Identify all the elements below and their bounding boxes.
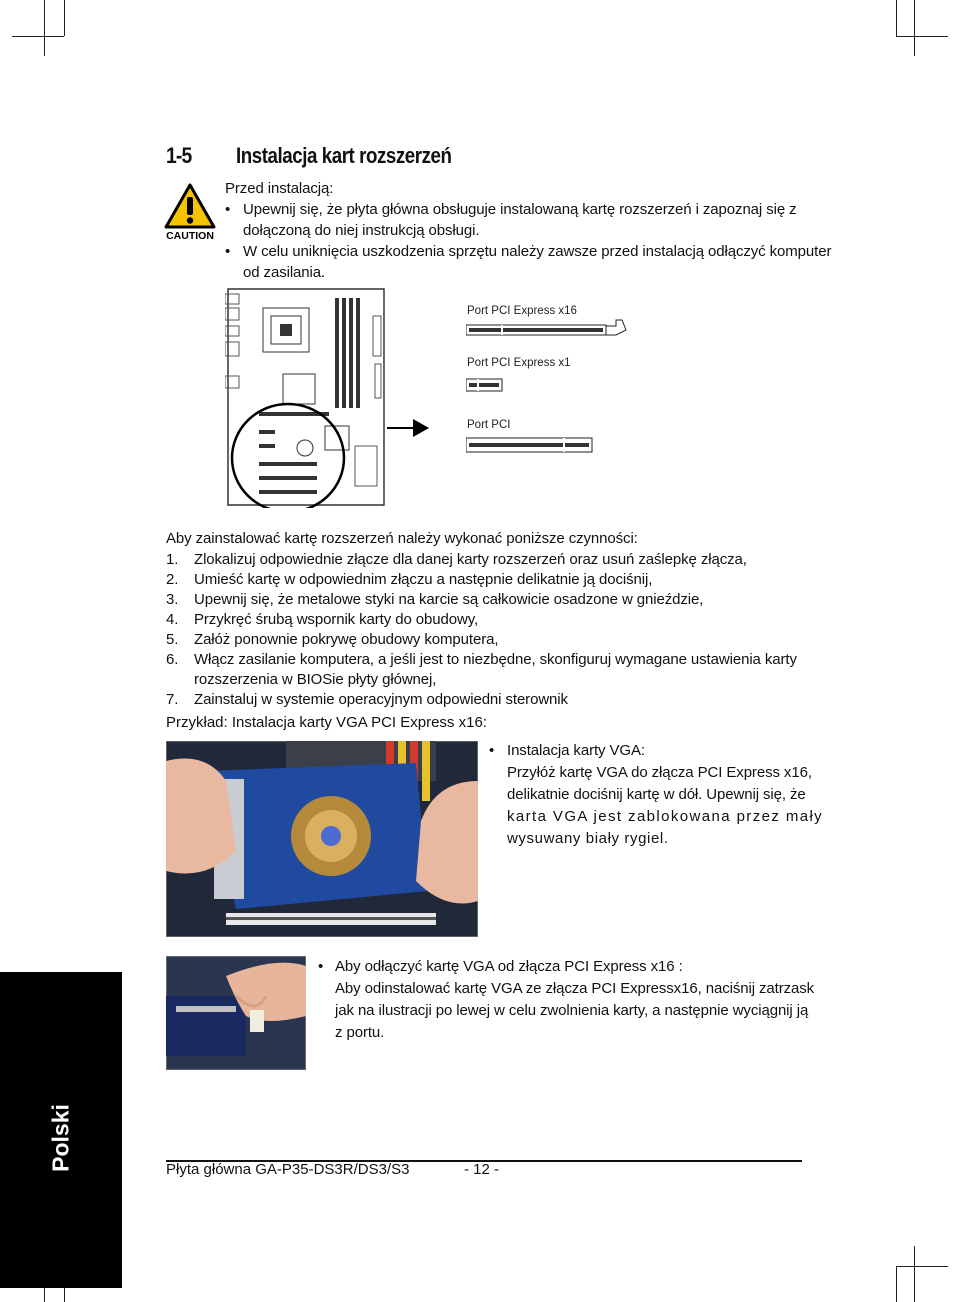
- pcie-x1-slot: [466, 377, 506, 398]
- remove-line: z portu.: [335, 1024, 385, 1041]
- port-label-pci: Port PCI: [467, 419, 511, 431]
- install-line: wysuwany biały rygiel.: [507, 830, 669, 847]
- step-text: Załóż ponownie pokrywę obudowy komputera,: [194, 631, 499, 648]
- motherboard-diagram: [225, 286, 387, 508]
- caution-heading: Przed instalacją:: [225, 180, 334, 197]
- caution-label: CAUTION: [166, 230, 214, 241]
- port-label-pcie-x16: Port PCI Express x16: [467, 305, 577, 317]
- vga-install-photo: [166, 741, 478, 937]
- install-line: karta VGA jest zablokowana przez mały: [507, 808, 824, 825]
- step-number: 6.: [166, 651, 179, 668]
- step-number: 7.: [166, 691, 179, 708]
- remove-line: Aby odinstalować kartę VGA ze złącza PCI Expressx16, naciśnij zatrzask: [335, 980, 815, 997]
- section-title: Instalacja kart rozszerzeń: [236, 143, 452, 168]
- step-number: 2.: [166, 571, 179, 588]
- caution-bullet-line: od zasilania.: [243, 264, 326, 281]
- step-text: Upewnij się, że metalowe styki na karcie są całkowicie osadzone w gnieździe,: [194, 591, 704, 608]
- vga-remove-photo: [166, 956, 306, 1070]
- remove-title: Aby odłączyć kartę VGA od złącza PCI Express x16 :: [335, 958, 683, 975]
- step-number: 5.: [166, 631, 179, 648]
- footer-model: Płyta główna GA-P35-DS3R/DS3/S3: [166, 1161, 410, 1178]
- caution-triangle-icon: [164, 183, 216, 241]
- step-text: rozszerzenia w BIOSie płyty głównej,: [194, 671, 437, 688]
- remove-line: jak na ilustracji po lewej w celu zwolnienia karty, a następnie wyciągnij ją: [335, 1002, 809, 1019]
- caution-bullet-line: W celu uniknięcia uszkodzenia sprzętu należy zawsze przed instalacją odłączyć komputer: [243, 243, 832, 260]
- pci-slot: [466, 436, 594, 459]
- page-number: - 12 -: [464, 1161, 500, 1178]
- example-heading: Przykład: Instalacja karty VGA PCI Express x16:: [166, 714, 487, 731]
- step-number: 4.: [166, 611, 179, 628]
- step-text: Włącz zasilanie komputera, a jeśli jest to niezbędne, skonfiguruj wymagane ustawienia karty: [194, 651, 797, 668]
- pcie-x16-slot: [466, 318, 630, 345]
- install-title: Instalacja karty VGA:: [507, 742, 645, 759]
- install-line: Przyłóż kartę VGA do złącza PCI Express x16,: [507, 764, 812, 781]
- section-number: 1-5: [166, 143, 192, 168]
- arrow-right-icon: [387, 416, 431, 445]
- language-tab-label: Polski: [47, 1104, 74, 1172]
- remove-text: [335, 978, 814, 1044]
- step-text: Zlokalizuj odpowiednie złącze dla danej karty rozszerzeń oraz usuń zaślepkę złącza,: [194, 551, 747, 568]
- step-text: Zainstaluj w systemie operacyjnym odpowiedni sterownik: [194, 691, 568, 708]
- port-label-pcie-x1: Port PCI Express x1: [467, 357, 571, 369]
- step-text: Umieść kartę w odpowiednim złączu a następnie delikatnie ją dociśnij,: [194, 571, 653, 588]
- step-text: Przykręć śrubą wspornik karty do obudowy,: [194, 611, 479, 628]
- step-number: 3.: [166, 591, 179, 608]
- caution-bullet-line: dołączoną do niej instrukcją obsługi.: [243, 222, 480, 239]
- caution-bullet-line: Upewnij się, że płyta główna obsługuje instalowaną kartę rozszerzeń i zapoznaj się z: [243, 201, 797, 218]
- install-text: [507, 762, 823, 850]
- step-number: 1.: [166, 551, 179, 568]
- install-line: delikatnie dociśnij kartę w dół. Upewnij się, że: [507, 786, 806, 803]
- steps-intro: Aby zainstalować kartę rozszerzeń należy wykonać poniższe czynności:: [166, 530, 638, 547]
